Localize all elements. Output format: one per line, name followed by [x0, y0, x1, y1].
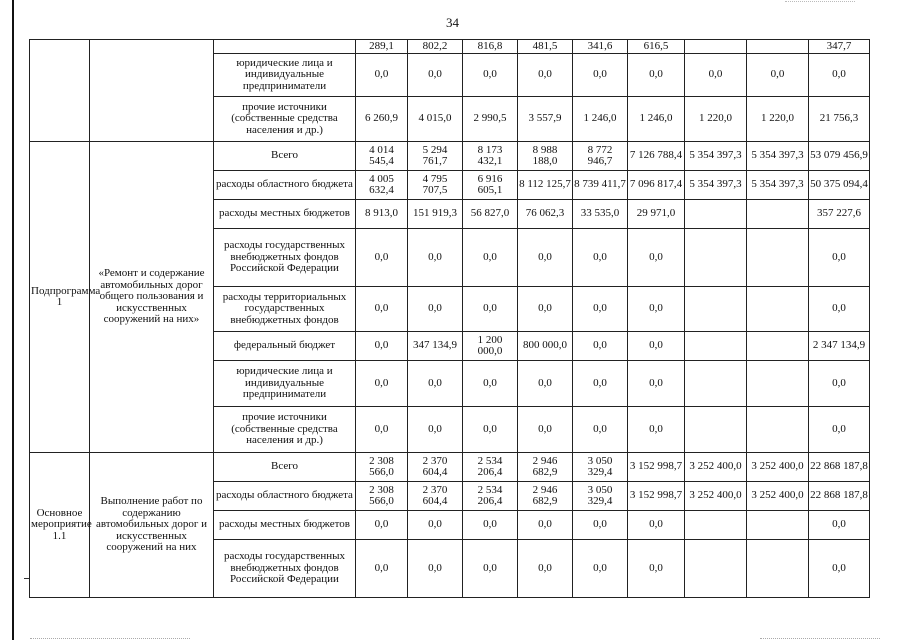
- amount-cell: [685, 287, 747, 332]
- amount-cell: [685, 332, 747, 361]
- amount-cell: 802,2: [408, 40, 463, 54]
- funding-source-label: юридические лица и индивидуальные предприниматели: [214, 54, 356, 97]
- amount-cell: 76 062,3: [518, 200, 573, 229]
- amount-cell: 4 005 632,4: [356, 171, 408, 200]
- program-description: Выполнение работ по содержанию автомобильных дорог и искусственных сооружений на них: [90, 453, 214, 598]
- amount-cell: 2 370 604,4: [408, 482, 463, 511]
- amount-cell: 56 827,0: [463, 200, 518, 229]
- amount-cell: 0,0: [628, 229, 685, 287]
- scan-artifact: [30, 638, 190, 639]
- amount-cell: [747, 229, 809, 287]
- amount-cell: 8 739 411,7: [573, 171, 628, 200]
- amount-cell: 0,0: [573, 287, 628, 332]
- scan-artifact: [785, 1, 855, 2]
- amount-cell: 0,0: [573, 540, 628, 598]
- amount-cell: 3 050 329,4: [573, 453, 628, 482]
- amount-cell: 0,0: [809, 54, 870, 97]
- amount-cell: [747, 200, 809, 229]
- amount-cell: [685, 511, 747, 540]
- amount-cell: 2 347 134,9: [809, 332, 870, 361]
- amount-cell: 341,6: [573, 40, 628, 54]
- amount-cell: 0,0: [809, 540, 870, 598]
- amount-cell: [685, 407, 747, 453]
- amount-cell: 0,0: [809, 287, 870, 332]
- amount-cell: 0,0: [408, 407, 463, 453]
- amount-cell: 0,0: [463, 511, 518, 540]
- amount-cell: 3 252 400,0: [685, 482, 747, 511]
- amount-cell: 0,0: [628, 332, 685, 361]
- amount-cell: 0,0: [408, 511, 463, 540]
- program-description: [90, 40, 214, 142]
- amount-cell: 5 354 397,3: [685, 171, 747, 200]
- funding-source-label: расходы государственных внебюджетных фондов Российской Федерации: [214, 229, 356, 287]
- amount-cell: 0,0: [463, 540, 518, 598]
- table-row: [30, 142, 870, 171]
- amount-cell: 0,0: [408, 540, 463, 598]
- amount-cell: 0,0: [628, 54, 685, 97]
- funding-source-label: [214, 40, 356, 54]
- amount-cell: 0,0: [573, 332, 628, 361]
- amount-cell: 0,0: [408, 54, 463, 97]
- funding-source-label: расходы государственных внебюджетных фондов Российской Федерации: [214, 540, 356, 598]
- amount-cell: 800 000,0: [518, 332, 573, 361]
- scan-artifact: [760, 638, 880, 639]
- amount-cell: 50 375 094,4: [809, 171, 870, 200]
- amount-cell: 8 988 188,0: [518, 142, 573, 171]
- amount-cell: 5 354 397,3: [747, 171, 809, 200]
- amount-cell: 0,0: [518, 540, 573, 598]
- amount-cell: 289,1: [356, 40, 408, 54]
- amount-cell: 22 868 187,8: [809, 482, 870, 511]
- amount-cell: 0,0: [463, 287, 518, 332]
- funding-source-label: Всего: [214, 142, 356, 171]
- funding-source-label: прочие источники (собственные средства населения и др.): [214, 407, 356, 453]
- amount-cell: 0,0: [518, 511, 573, 540]
- amount-cell: 0,0: [747, 54, 809, 97]
- amount-cell: 0,0: [809, 229, 870, 287]
- amount-cell: [685, 540, 747, 598]
- funding-source-label: федеральный бюджет: [214, 332, 356, 361]
- amount-cell: 0,0: [518, 407, 573, 453]
- funding-table: [29, 39, 870, 598]
- amount-cell: 0,0: [573, 361, 628, 407]
- amount-cell: 22 868 187,8: [809, 453, 870, 482]
- amount-cell: 0,0: [408, 229, 463, 287]
- amount-cell: 4 014 545,4: [356, 142, 408, 171]
- amount-cell: 0,0: [408, 361, 463, 407]
- amount-cell: 1 200 000,0: [463, 332, 518, 361]
- amount-cell: [747, 332, 809, 361]
- amount-cell: 6 260,9: [356, 97, 408, 142]
- amount-cell: [685, 361, 747, 407]
- program-label: [30, 40, 90, 142]
- amount-cell: [747, 540, 809, 598]
- funding-source-label: Всего: [214, 453, 356, 482]
- amount-cell: [747, 361, 809, 407]
- amount-cell: 2 946 682,9: [518, 482, 573, 511]
- amount-cell: 1 220,0: [747, 97, 809, 142]
- amount-cell: 3 252 400,0: [747, 453, 809, 482]
- amount-cell: 0,0: [463, 54, 518, 97]
- table-row: [30, 40, 870, 54]
- amount-cell: 0,0: [518, 229, 573, 287]
- amount-cell: 0,0: [685, 54, 747, 97]
- amount-cell: 0,0: [809, 407, 870, 453]
- amount-cell: 0,0: [518, 361, 573, 407]
- amount-cell: 0,0: [518, 287, 573, 332]
- amount-cell: [685, 40, 747, 54]
- amount-cell: 1 246,0: [573, 97, 628, 142]
- funding-source-label: расходы областного бюджета: [214, 171, 356, 200]
- amount-cell: 0,0: [356, 332, 408, 361]
- amount-cell: 2 534 206,4: [463, 482, 518, 511]
- amount-cell: 3 557,9: [518, 97, 573, 142]
- amount-cell: 0,0: [356, 54, 408, 97]
- amount-cell: 6 916 605,1: [463, 171, 518, 200]
- amount-cell: [747, 40, 809, 54]
- table-row: [30, 453, 870, 482]
- amount-cell: 4 795 707,5: [408, 171, 463, 200]
- amount-cell: 0,0: [573, 407, 628, 453]
- amount-cell: 0,0: [628, 287, 685, 332]
- amount-cell: 53 079 456,9: [809, 142, 870, 171]
- funding-source-label: расходы местных бюджетов: [214, 511, 356, 540]
- amount-cell: 8 112 125,7: [518, 171, 573, 200]
- amount-cell: 0,0: [356, 287, 408, 332]
- amount-cell: 3 252 400,0: [685, 453, 747, 482]
- funding-source-label: расходы областного бюджета: [214, 482, 356, 511]
- amount-cell: 0,0: [356, 540, 408, 598]
- amount-cell: 0,0: [809, 511, 870, 540]
- amount-cell: 0,0: [809, 361, 870, 407]
- amount-cell: 5 354 397,3: [685, 142, 747, 171]
- amount-cell: 616,5: [628, 40, 685, 54]
- table-body: [30, 40, 870, 598]
- amount-cell: 0,0: [518, 54, 573, 97]
- amount-cell: 0,0: [463, 229, 518, 287]
- amount-cell: 0,0: [408, 287, 463, 332]
- amount-cell: 0,0: [573, 229, 628, 287]
- amount-cell: 0,0: [356, 229, 408, 287]
- funding-source-label: прочие источники (собственные средства населения и др.): [214, 97, 356, 142]
- amount-cell: 0,0: [573, 511, 628, 540]
- amount-cell: 33 535,0: [573, 200, 628, 229]
- amount-cell: 21 756,3: [809, 97, 870, 142]
- amount-cell: 0,0: [628, 361, 685, 407]
- amount-cell: 2 308 566,0: [356, 482, 408, 511]
- program-label: Подпрограмма 1: [30, 142, 90, 453]
- amount-cell: 0,0: [628, 540, 685, 598]
- amount-cell: 3 152 998,7: [628, 482, 685, 511]
- amount-cell: 0,0: [356, 361, 408, 407]
- amount-cell: 0,0: [356, 511, 408, 540]
- amount-cell: 3 252 400,0: [747, 482, 809, 511]
- amount-cell: 2 946 682,9: [518, 453, 573, 482]
- amount-cell: [747, 511, 809, 540]
- amount-cell: 3 152 998,7: [628, 453, 685, 482]
- amount-cell: 8 772 946,7: [573, 142, 628, 171]
- amount-cell: 2 990,5: [463, 97, 518, 142]
- amount-cell: [747, 287, 809, 332]
- amount-cell: 5 354 397,3: [747, 142, 809, 171]
- amount-cell: 1 220,0: [685, 97, 747, 142]
- amount-cell: 4 015,0: [408, 97, 463, 142]
- amount-cell: 0,0: [463, 407, 518, 453]
- amount-cell: 1 246,0: [628, 97, 685, 142]
- amount-cell: 816,8: [463, 40, 518, 54]
- amount-cell: [685, 200, 747, 229]
- amount-cell: 2 370 604,4: [408, 453, 463, 482]
- amount-cell: 347 134,9: [408, 332, 463, 361]
- amount-cell: 0,0: [463, 361, 518, 407]
- amount-cell: [747, 407, 809, 453]
- amount-cell: 151 919,3: [408, 200, 463, 229]
- amount-cell: 3 050 329,4: [573, 482, 628, 511]
- amount-cell: 347,7: [809, 40, 870, 54]
- amount-cell: 8 913,0: [356, 200, 408, 229]
- funding-source-label: юридические лица и индивидуальные предприниматели: [214, 361, 356, 407]
- funding-source-label: расходы территориальных государственных внебюджетных фондов: [214, 287, 356, 332]
- amount-cell: 0,0: [356, 407, 408, 453]
- amount-cell: 7 096 817,4: [628, 171, 685, 200]
- amount-cell: 5 294 761,7: [408, 142, 463, 171]
- amount-cell: 2 534 206,4: [463, 453, 518, 482]
- program-description: «Ремонт и содержание автомобильных дорог общего пользования и искусственных сооружений на них»: [90, 142, 214, 453]
- amount-cell: 8 173 432,1: [463, 142, 518, 171]
- funding-source-label: расходы местных бюджетов: [214, 200, 356, 229]
- amount-cell: 357 227,6: [809, 200, 870, 229]
- page-number: 34: [446, 15, 459, 30]
- amount-cell: [685, 229, 747, 287]
- amount-cell: 0,0: [573, 54, 628, 97]
- amount-cell: 481,5: [518, 40, 573, 54]
- amount-cell: 0,0: [628, 407, 685, 453]
- amount-cell: 2 308 566,0: [356, 453, 408, 482]
- margin-rule: [12, 0, 14, 640]
- amount-cell: 0,0: [628, 511, 685, 540]
- program-label: Основное мероприятие 1.1: [30, 453, 90, 598]
- amount-cell: 29 971,0: [628, 200, 685, 229]
- amount-cell: 7 126 788,4: [628, 142, 685, 171]
